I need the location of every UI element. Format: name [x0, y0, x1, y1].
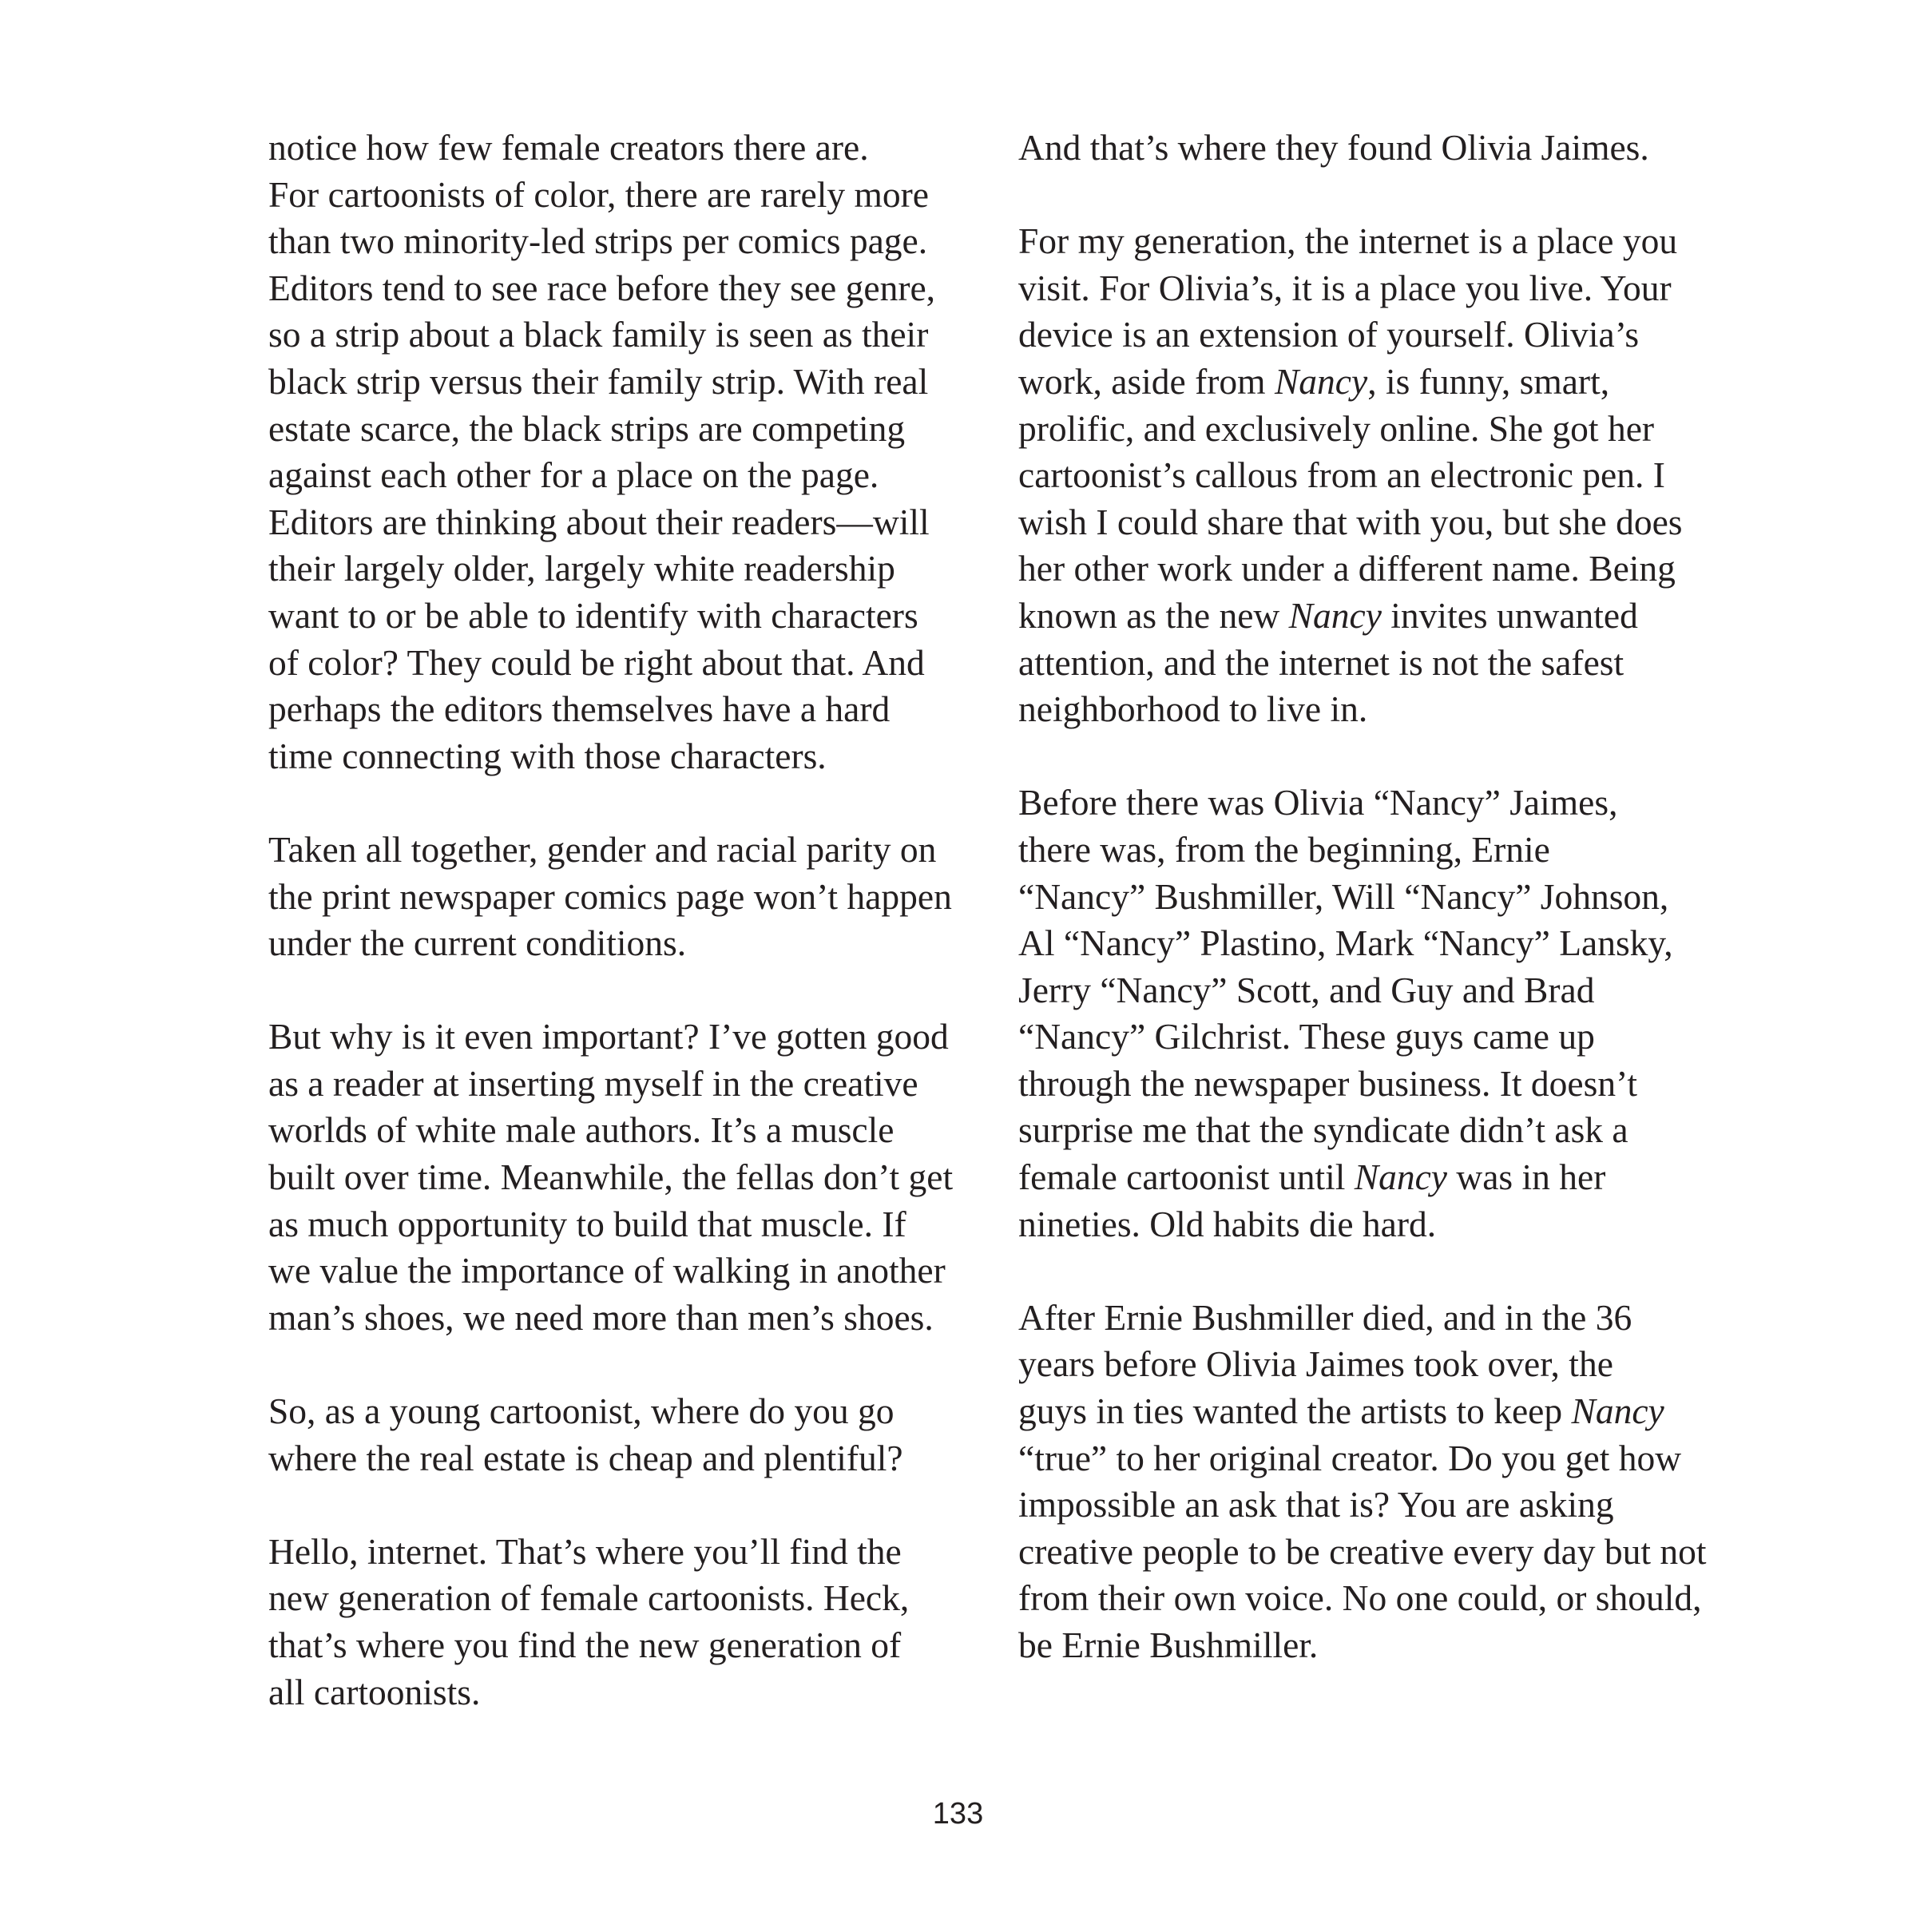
text-line: [268, 311, 979, 359]
text-segment: female cartoonist until: [1018, 1156, 1355, 1198]
text-line: [1018, 593, 1729, 640]
text-segment: their largely older, largely white readership: [268, 548, 895, 589]
text-segment: Editors are thinking about their readers—will: [268, 501, 930, 542]
text-line: [268, 1201, 979, 1248]
paragraph: [1018, 1295, 1729, 1669]
text-segment: new generation of female cartoonists. Heck,: [268, 1577, 910, 1619]
text-segment: so a strip about a black family is seen as their: [268, 314, 929, 355]
italic-title: Nancy: [1288, 594, 1382, 636]
text-line: [268, 1529, 979, 1576]
text-line: [268, 1014, 979, 1061]
paragraph: [268, 1529, 979, 1716]
text-segment: wish I could share that with you, but she does: [1018, 501, 1683, 542]
paragraph: [1018, 780, 1729, 1248]
text-segment: be Ernie Bushmiller.: [1018, 1625, 1319, 1665]
text-line: [1018, 1388, 1729, 1435]
text-segment: visit. For Olivia’s, it is a place you live. Your: [1018, 267, 1672, 308]
text-segment: prolific, and exclusively online. She got her: [1018, 407, 1655, 449]
text-line: [1018, 1341, 1729, 1388]
text-segment: her other work under a different name. Being: [1018, 548, 1676, 589]
right-column: [1018, 125, 1729, 1716]
text-segment: After Ernie Bushmiller died, and in the 36: [1018, 1296, 1632, 1338]
text-segment: impossible an ask that is? You are asking: [1018, 1484, 1614, 1525]
text-line: [268, 1061, 979, 1108]
paragraph: [268, 1014, 979, 1341]
text-line: [268, 1295, 979, 1342]
text-line: [268, 406, 979, 453]
text-line: [268, 499, 979, 546]
text-line: [268, 265, 979, 312]
text-line: [1018, 1575, 1729, 1622]
text-line: [1018, 1107, 1729, 1154]
text-line: [1018, 1201, 1729, 1248]
page-number: 133: [932, 1797, 984, 1831]
text-line: [268, 640, 979, 687]
text-segment: perhaps the editors themselves have a hard: [268, 688, 891, 730]
text-line: [1018, 265, 1729, 312]
text-line: [1018, 1014, 1729, 1061]
text-segment: attention, and the internet is not the safest: [1018, 641, 1624, 683]
text-line: [268, 218, 979, 265]
text-line: [1018, 1061, 1729, 1108]
text-line: [268, 920, 979, 967]
text-line: [1018, 406, 1729, 453]
text-segment: device is an extension of yourself. Olivia’s: [1018, 314, 1640, 355]
text-segment: of color? They could be right about that. And: [268, 641, 925, 683]
text-line: [268, 686, 979, 733]
italic-title: Nancy: [1354, 1156, 1447, 1198]
paragraph: [1018, 125, 1729, 172]
text-line: [268, 359, 979, 406]
text-line: [268, 1388, 979, 1435]
text-line: [1018, 359, 1729, 406]
text-line: [1018, 780, 1729, 827]
text-segment: invites unwanted: [1381, 594, 1638, 636]
text-segment: black strip versus their family strip. With real: [268, 360, 929, 402]
text-segment: as much opportunity to build that muscle. If: [268, 1203, 906, 1244]
text-segment: we value the importance of walking in another: [268, 1250, 946, 1291]
text-segment: neighborhood to live in.: [1018, 688, 1368, 730]
text-line: [268, 733, 979, 780]
text-segment: surprise me that the syndicate didn’t ask a: [1018, 1109, 1628, 1151]
text-line: [1018, 1622, 1729, 1669]
italic-title: Nancy: [1274, 360, 1368, 402]
text-segment: where the real estate is cheap and plentiful?: [268, 1437, 903, 1478]
text-segment: For cartoonists of color, there are rarely more: [268, 173, 929, 215]
text-line: [1018, 1435, 1729, 1482]
paragraph: [268, 827, 979, 967]
text-segment: Editors tend to see race before they see genre,: [268, 267, 936, 308]
text-line: [268, 1248, 979, 1295]
text-line: [1018, 640, 1729, 687]
text-segment: than two minority-led strips per comics page.: [268, 220, 928, 262]
text-line: [268, 1154, 979, 1201]
text-segment: But why is it even important? I’ve gotten good: [268, 1016, 949, 1057]
text-segment: years before Olivia Jaimes took over, the: [1018, 1343, 1613, 1385]
text-line: [268, 172, 979, 219]
text-segment: the print newspaper comics page won’t happen: [268, 875, 952, 917]
text-segment: , is funny, smart,: [1367, 360, 1610, 402]
text-segment: nineties. Old habits die hard.: [1018, 1203, 1437, 1244]
text-line: [1018, 827, 1729, 874]
text-line: [1018, 545, 1729, 593]
text-segment: worlds of white male authors. It’s a muscle: [268, 1109, 895, 1151]
text-line: [268, 1575, 979, 1622]
text-segment: there was, from the beginning, Ernie: [1018, 828, 1550, 870]
text-line: [268, 545, 979, 593]
text-line: [1018, 499, 1729, 546]
text-line: [268, 1107, 979, 1154]
text-segment: that’s where you find the new generation of: [268, 1625, 902, 1665]
text-line: [1018, 920, 1729, 967]
text-line: [1018, 1529, 1729, 1576]
text-segment: work, aside from: [1018, 360, 1275, 402]
text-segment: against each other for a place on the page.: [268, 454, 879, 496]
text-line: [1018, 967, 1729, 1014]
text-line: [268, 125, 979, 172]
text-segment: So, as a young cartoonist, where do you go: [268, 1390, 895, 1432]
text-segment: through the newspaper business. It doesn’t: [1018, 1062, 1638, 1104]
text-segment: For my generation, the internet is a place you: [1018, 220, 1678, 262]
italic-title: Nancy: [1571, 1390, 1664, 1432]
text-segment: And that’s where they found Olivia Jaimes.: [1018, 127, 1649, 168]
text-segment: guys in ties wanted the artists to keep: [1018, 1390, 1572, 1432]
text-segment: as a reader at inserting myself in the creative: [268, 1062, 918, 1104]
text-segment: known as the new: [1018, 594, 1289, 636]
text-line: [1018, 874, 1729, 921]
text-segment: time connecting with those characters.: [268, 735, 827, 776]
text-segment: Before there was Olivia “Nancy” Jaimes,: [1018, 782, 1618, 823]
text-segment: estate scarce, the black strips are competing: [268, 407, 906, 449]
text-segment: under the current conditions.: [268, 922, 687, 964]
text-line: [1018, 686, 1729, 733]
text-line: [1018, 1154, 1729, 1201]
text-line: [1018, 218, 1729, 265]
text-line: [1018, 1295, 1729, 1342]
text-segment: “Nancy” Gilchrist. These guys came up: [1018, 1016, 1595, 1057]
text-line: [268, 827, 979, 874]
paragraph: [268, 1388, 979, 1482]
text-line: [1018, 125, 1729, 172]
text-segment: from their own voice. No one could, or should,: [1018, 1577, 1702, 1619]
text-segment: man’s shoes, we need more than men’s shoes.: [268, 1296, 934, 1338]
text-line: [268, 1669, 979, 1716]
text-segment: cartoonist’s callous from an electronic pen. I: [1018, 454, 1665, 496]
text-segment: was in her: [1447, 1156, 1606, 1198]
text-line: [1018, 452, 1729, 499]
text-line: [1018, 1482, 1729, 1529]
text-segment: “Nancy” Bushmiller, Will “Nancy” Johnson,: [1018, 875, 1669, 917]
text-segment: want to or be able to identify with characters: [268, 594, 918, 636]
text-segment: Jerry “Nancy” Scott, and Guy and Brad: [1018, 969, 1595, 1010]
text-line: [268, 593, 979, 640]
paragraph: [268, 125, 979, 780]
text-segment: notice how few female creators there are.: [268, 127, 869, 168]
text-line: [268, 1435, 979, 1482]
text-segment: Taken all together, gender and racial parity on: [268, 828, 937, 870]
text-line: [1018, 311, 1729, 359]
text-segment: creative people to be creative every day but not: [1018, 1530, 1707, 1572]
text-segment: Hello, internet. That’s where you’ll find the: [268, 1530, 902, 1572]
text-segment: “true” to her original creator. Do you get how: [1018, 1437, 1682, 1478]
text-line: [268, 1622, 979, 1669]
text-line: [268, 874, 979, 921]
text-segment: all cartoonists.: [268, 1671, 481, 1712]
text-segment: built over time. Meanwhile, the fellas don’t get: [268, 1156, 954, 1198]
text-line: [268, 452, 979, 499]
left-column: [268, 125, 979, 1763]
paragraph: [1018, 218, 1729, 733]
text-segment: Al “Nancy” Plastino, Mark “Nancy” Lansky,: [1018, 922, 1673, 964]
